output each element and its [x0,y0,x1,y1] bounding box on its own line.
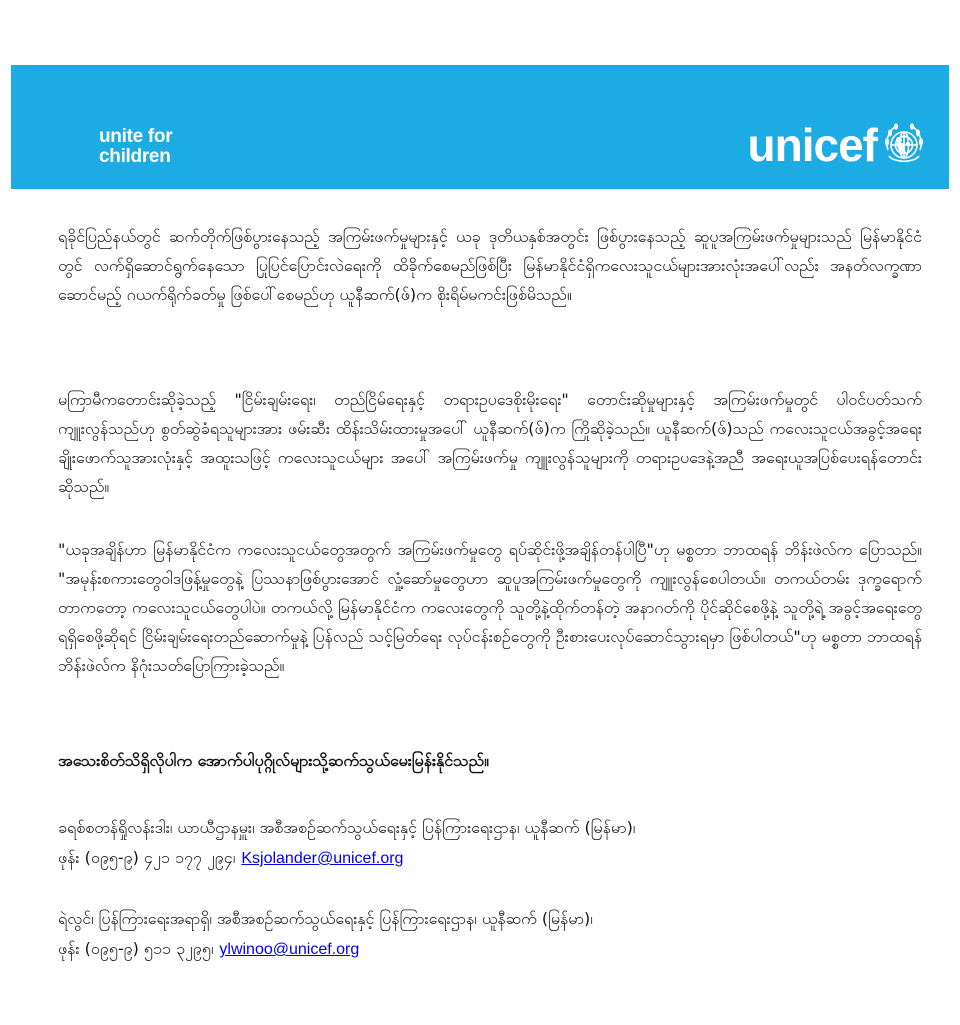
contact-2-email-link[interactable]: ylwinoo@unicef.org [219,941,360,958]
paragraph-1: ရခိုင်ပြည်နယ်တွင် ဆက်တိုက်ဖြစ်ပွားနေသည့် အကြမ်းဖက်မှုများနှင့် ယခု ဒုတိယနှစ်အတွင်း ဖြစ်ပွားနေသည့် ဆူပူအကြမ်းဖက်မှုများသည် မြန်မာနိုင်ငံတွင် လက်ရှိဆောင်ရွက်နေသော ပြုပြင်ပြောင်းလဲရေးကို ထိခိုက်စေမည်ဖြစ်ပြီး မြန်မာနိုင်ငံရှိကလေးသူငယ်များအားလုံးအပေါ်လည်း အနတ်လက္ခဏာဆောင်မည့် ဂယက်ရိုက်ခတ်မှု ဖြစ်ပေါ်စေမည်ဟု ယူနီဆက်(ဖ်)က စိုးရိမ်မကင်းဖြစ်မိသည်။ [58,227,922,304]
contact-1-phone: ဖုန်း (၀၉၅-၉) ၄၂၁ ၁၇၇ ၂၉၄၊ [58,848,236,867]
tagline [99,127,172,167]
contact-heading: အသေးစိတ်သိရှိလိုပါက အောက်ပါပုဂ္ဂိုလ်များသို့ဆက်သွယ်မေးမြန်းနိုင်သည်။ [58,751,489,770]
contact-2-title: ရဲလွင်၊ ပြန်ကြားရေးအရာရှိ၊ အစီအစဉ်ဆက်သွယ်ရေးနှင့် ပြန်ကြားရေးဌာန၊ ယူနီဆက် (မြန်မာ)၊ [58,909,593,928]
header-banner [11,65,949,189]
unicef-logo [748,117,929,173]
contact-2-phone: ဖုန်း (၀၉၅-၉) ၅၁၁ ၃၂၉၅၊ [58,939,214,958]
tagline-line2: children [99,146,171,167]
contact-1-title: ခရစ်စတန်ရှိုလန်းဒါး၊ ယာယီဌာနမှူး၊ အစီအစဉ်ဆက်သွယ်ရေးနှင့် ပြန်ကြားရေးဌာန၊ ယူနီဆက် (မြန်မာ)၊ [58,818,636,837]
contact-1-email-link[interactable]: Ksjolander@unicef.org [241,850,404,867]
contact-2-details [58,934,593,965]
paragraph-3: "ယခုအချိန်ဟာ မြန်မာနိုင်ငံက ကလေးသူငယ်တွေအတွက် အကြမ်းဖက်မှုတွေ ရပ်ဆိုင်းဖို့အချိန်တန်ပါပြီ"ဟု မစ္စတာ ဘာထရန် ဘိန်းဖဲလ်က ပြောသည်။ "အမုန်းစကားတွေဝါဒဖြန့်မှုတွေနဲ့ ပြဿနာဖြစ်ပွားအောင် လှုံ့ဆော်မှုတွေဟာ ဆူပူအကြမ်းဖက်မှုတွေကို ကျူးလွန်စေပါတယ်။ တကယ်တမ်း ဒုက္ခရောက်တာကတော့ ကလေးသူငယ်တွေပါပဲ။ တကယ်လို့ မြန်မာနိုင်ငံက ကလေးတွေကို သူတို့နဲ့ထိုက်တန်တဲ့ အနာဂတ်ကို ပိုင်ဆိုင်စေဖို့နဲ့ သူတို့ရဲ့ အခွင့်အရေးတွေရရှိစေဖို့ဆိုရင် ငြိမ်းချမ်းရေးတည်ဆောက်မှုနဲ့ ပြန်လည် သင့်မြတ်ရေး လုပ်ငန်းစဉ်တွေကို ဦးစားပေးလုပ်ဆောင်သွားရမှာ ဖြစ်ပါတယ်"ဟု မစ္စတာ ဘာထရန် ဘိန်းဖဲလ်က နိဂုံးသတ်ပြောကြားခဲ့သည်။ [58,540,922,675]
unicef-emblem-icon [879,120,929,170]
logo-wordmark: unicef [747,119,877,171]
contact-1 [58,813,635,874]
tagline-line1: unite for [99,126,173,147]
paragraph-2: မကြာမီကတောင်းဆိုခဲ့သည့် "ငြိမ်းချမ်းရေး၊ တည်ငြိမ်ရေးနှင့် တရားဥပဒေစိုးမိုးရေး" တောင်းဆိုမှုများနှင့် အကြမ်းဖက်မှုတွင် ပါဝင်ပတ်သက်ကျူးလွန်သည်ဟု စွတ်ဆွဲခံရသူများအား ဖမ်းဆီး ထိန်းသိမ်းထားမှုအပေါ် ယူနီဆက်(ဖ်)က ကြိုဆိုခဲ့သည်။ ယူနီဆက်(ဖ်)သည် ကလေးသူငယ်အခွင့်အရေးချိုးဖောက်သူအားလုံးနှင့် အထူးသဖြင့် ကလေးသူငယ်များ အပေါ် အကြမ်းဖက်မှု ကျူးလွန်သူများကို တရားဥပဒေနဲ့အညီ အရေးယူအပြစ်ပေးရန်တောင်းဆိုသည်။ [58,390,922,496]
contact-2 [58,904,593,965]
contact-1-details [58,843,635,874]
